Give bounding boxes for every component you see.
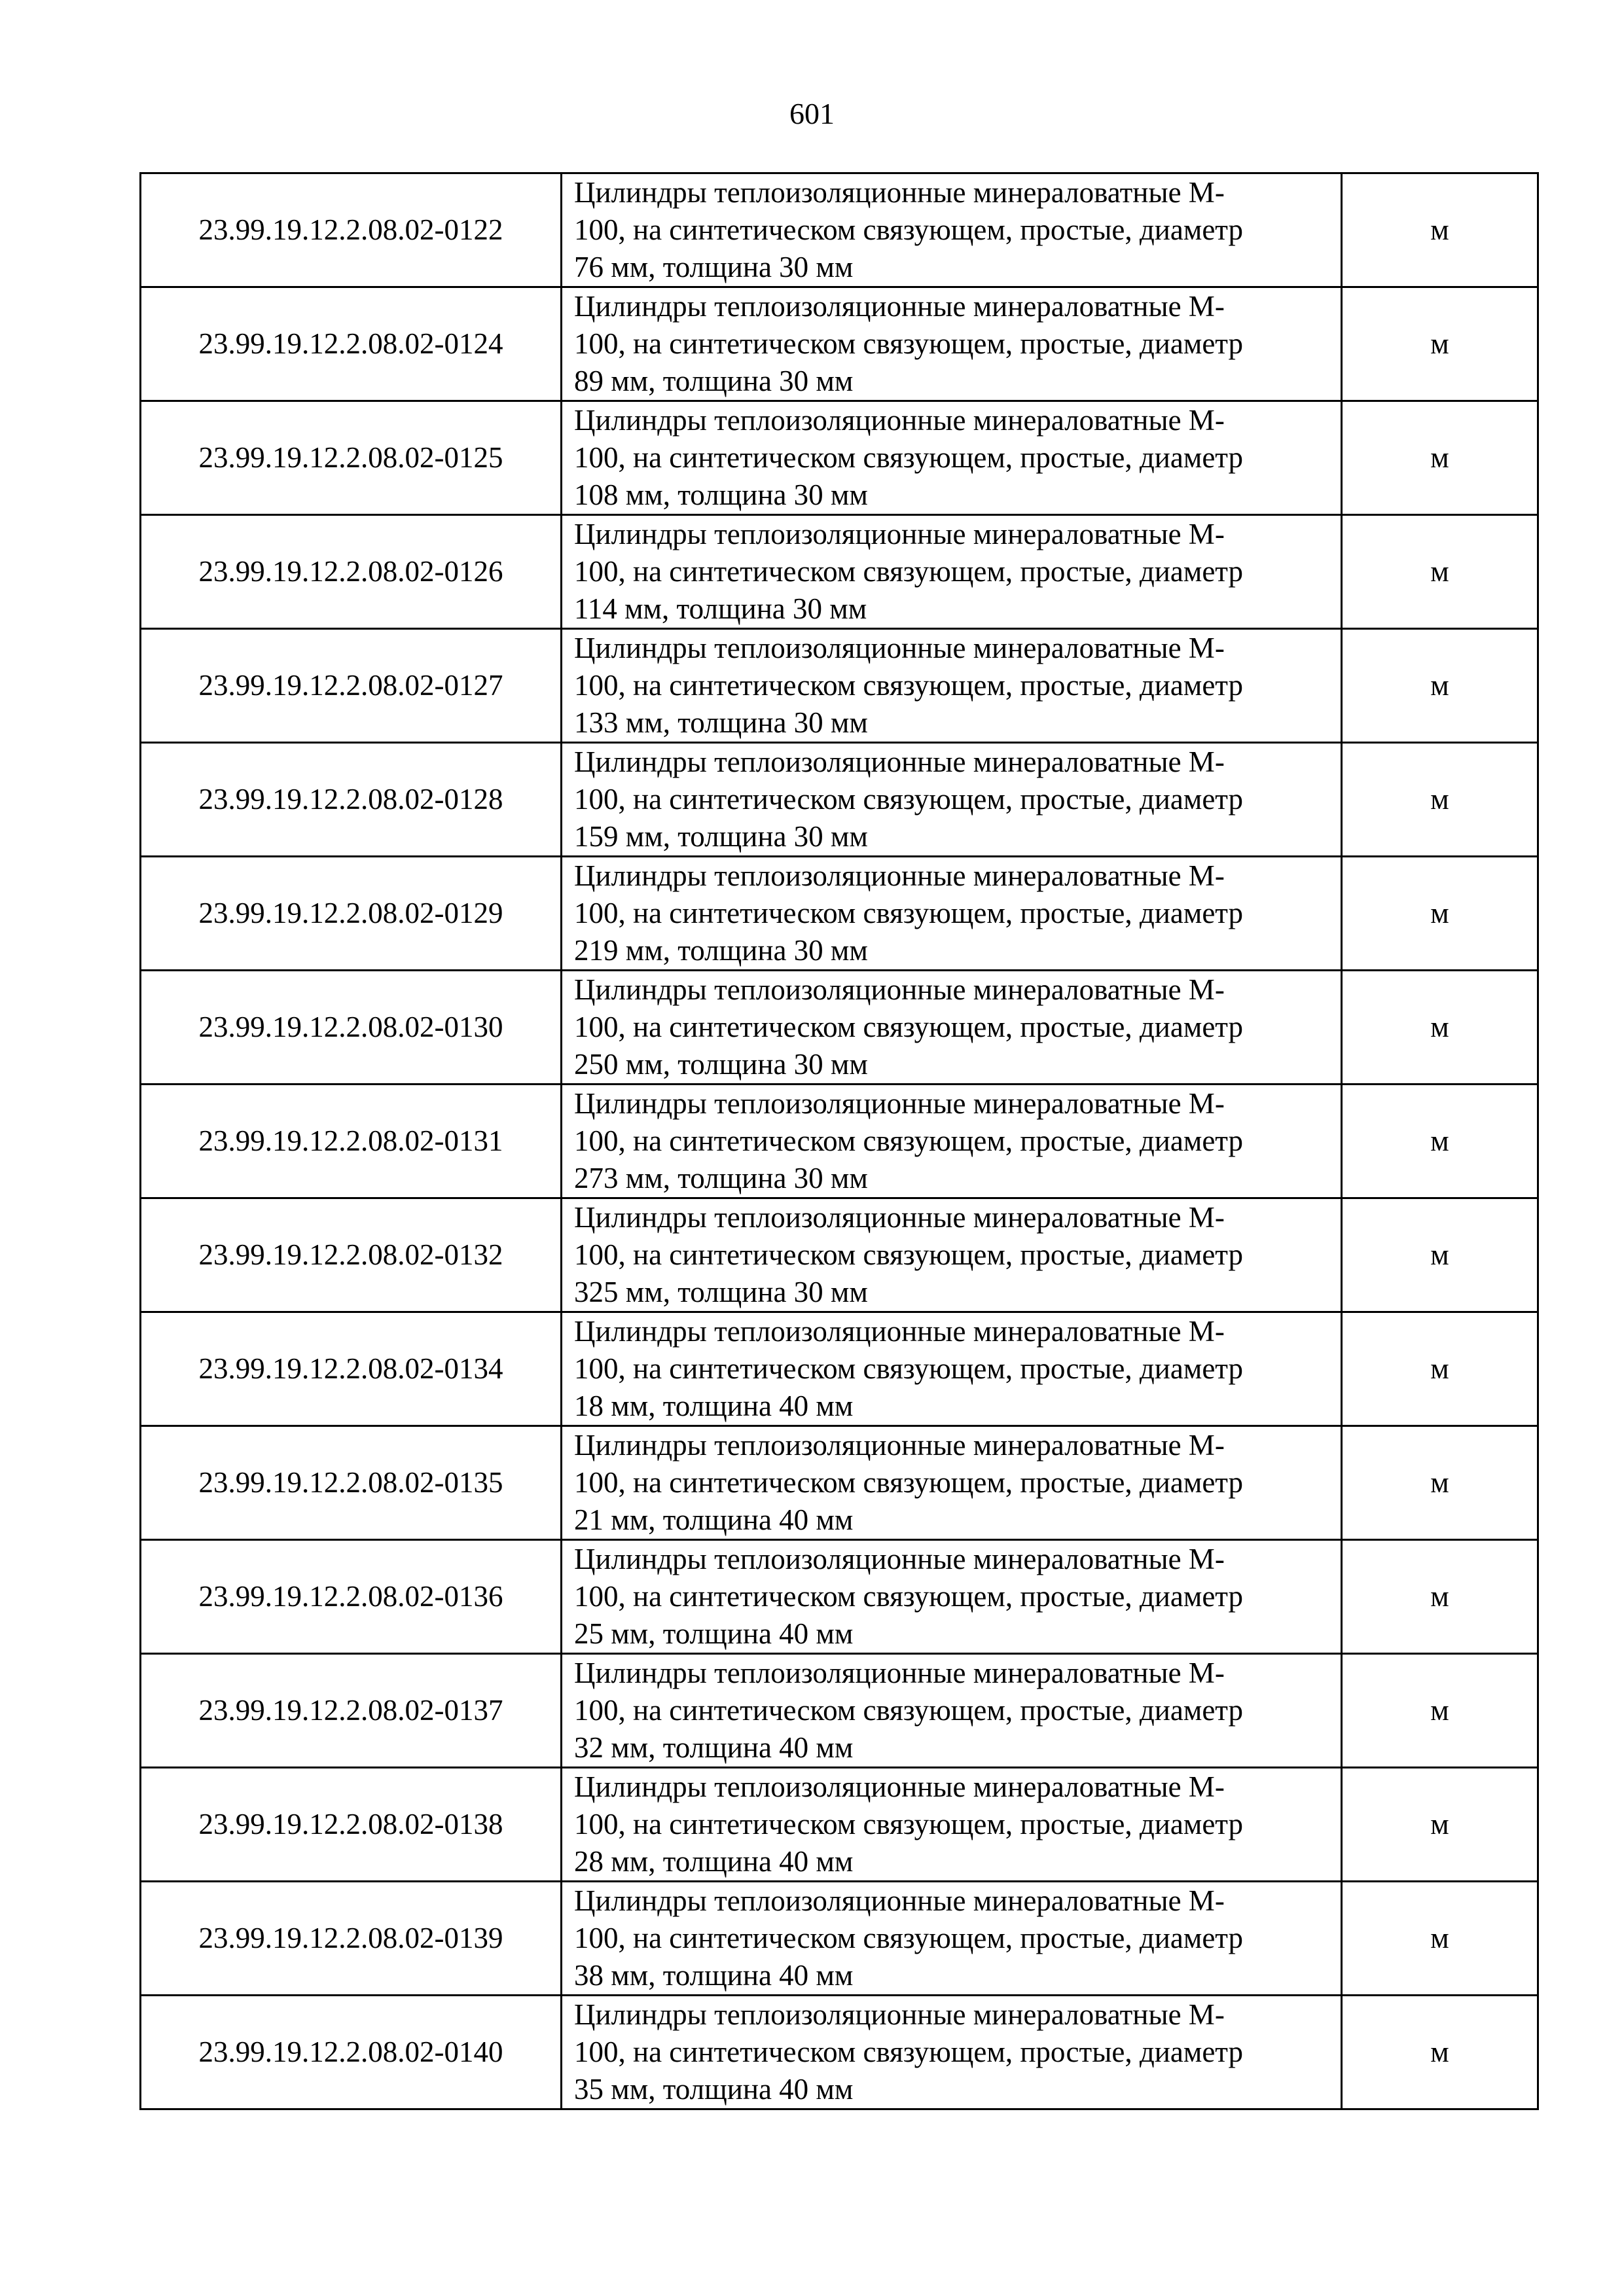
table-row: [141, 1882, 1538, 1996]
resource-code: 23.99.19.12.2.08.02-0135: [141, 1426, 562, 1540]
resource-name-line: Цилиндры теплоизоляционные минераловатные М-: [574, 1543, 1225, 1575]
unit-of-measure: м: [1342, 287, 1538, 401]
resource-code: 23.99.19.12.2.08.02-0130: [141, 971, 562, 1085]
resource-code: 23.99.19.12.2.08.02-0137: [141, 1654, 562, 1768]
resource-name: [562, 173, 1342, 287]
unit-of-measure: м: [1342, 1882, 1538, 1996]
resource-name-line: Цилиндры теплоизоляционные минераловатные М-: [574, 1315, 1225, 1348]
resource-code: 23.99.19.12.2.08.02-0127: [141, 629, 562, 743]
resource-name-line: 100, на синтетическом связующем, простые, диаметр: [574, 213, 1244, 246]
resource-name-line: 100, на синтетическом связующем, простые, диаметр: [574, 783, 1244, 816]
resource-name-line: 100, на синтетическом связующем, простые, диаметр: [574, 1922, 1244, 1954]
resource-name-line: Цилиндры теплоизоляционные минераловатные М-: [574, 632, 1225, 664]
resource-name-line: 108 мм, толщина 30 мм: [574, 478, 868, 511]
resource-name-line: 100, на синтетическом связующем, простые, диаметр: [574, 555, 1244, 588]
resource-name-line: 100, на синтетическом связующем, простые, диаметр: [574, 1011, 1244, 1043]
resource-name-line: 273 мм, толщина 30 мм: [574, 1162, 868, 1194]
resource-code: 23.99.19.12.2.08.02-0139: [141, 1882, 562, 1996]
resource-code: 23.99.19.12.2.08.02-0128: [141, 743, 562, 857]
resource-name-line: 100, на синтетическом связующем, простые, диаметр: [574, 1124, 1244, 1157]
resource-name-line: 25 мм, толщина 40 мм: [574, 1617, 854, 1650]
unit-of-measure: м: [1342, 1426, 1538, 1540]
resource-name-line: 100, на синтетическом связующем, простые, диаметр: [574, 1466, 1244, 1499]
resource-name-line: Цилиндры теплоизоляционные минераловатные М-: [574, 1087, 1225, 1120]
table-row: [141, 743, 1538, 857]
resource-name: [562, 743, 1342, 857]
resource-name: [562, 971, 1342, 1085]
unit-of-measure: м: [1342, 401, 1538, 515]
page-number: 601: [789, 97, 835, 130]
table-row: [141, 515, 1538, 629]
resource-name-line: Цилиндры теплоизоляционные минераловатные М-: [574, 859, 1225, 892]
resource-code: 23.99.19.12.2.08.02-0134: [141, 1312, 562, 1426]
resource-code: 23.99.19.12.2.08.02-0122: [141, 173, 562, 287]
table-row: [141, 1768, 1538, 1882]
resource-name: [562, 1085, 1342, 1198]
unit-of-measure: м: [1342, 1085, 1538, 1198]
resource-name-line: Цилиндры теплоизоляционные минераловатные М-: [574, 518, 1225, 550]
resource-name-line: 100, на синтетическом связующем, простые, диаметр: [574, 897, 1244, 929]
resource-name-line: Цилиндры теплоизоляционные минераловатные М-: [574, 1884, 1225, 1917]
table-row: [141, 629, 1538, 743]
resource-name-line: 38 мм, толщина 40 мм: [574, 1959, 854, 1992]
unit-of-measure: м: [1342, 1540, 1538, 1654]
resource-name-line: 35 мм, толщина 40 мм: [574, 2073, 854, 2106]
table-row: [141, 1996, 1538, 2109]
resource-name-line: Цилиндры теплоизоляционные минераловатные М-: [574, 1201, 1225, 1234]
resource-name-line: 28 мм, толщина 40 мм: [574, 1845, 854, 1878]
resource-name-line: 100, на синтетическом связующем, простые, диаметр: [574, 441, 1244, 474]
resource-name-line: 100, на синтетическом связующем, простые, диаметр: [574, 2036, 1244, 2068]
unit-of-measure: м: [1342, 1996, 1538, 2109]
resource-name-line: 100, на синтетическом связующем, простые, диаметр: [574, 1808, 1244, 1840]
unit-of-measure: м: [1342, 1198, 1538, 1312]
table-row: [141, 1540, 1538, 1654]
resource-code: 23.99.19.12.2.08.02-0125: [141, 401, 562, 515]
resource-name: [562, 401, 1342, 515]
unit-of-measure: м: [1342, 515, 1538, 629]
resource-name: [562, 515, 1342, 629]
table-body: [141, 173, 1538, 2109]
resource-name-line: Цилиндры теплоизоляционные минераловатные М-: [574, 290, 1225, 323]
resource-name-line: 250 мм, толщина 30 мм: [574, 1048, 868, 1081]
resource-code: 23.99.19.12.2.08.02-0124: [141, 287, 562, 401]
resource-name-line: 100, на синтетическом связующем, простые, диаметр: [574, 1352, 1244, 1385]
resource-code: 23.99.19.12.2.08.02-0136: [141, 1540, 562, 1654]
resource-name-line: 21 мм, толщина 40 мм: [574, 1503, 854, 1536]
resource-name-line: Цилиндры теплоизоляционные минераловатные М-: [574, 1998, 1225, 2031]
resource-name-line: Цилиндры теплоизоляционные минераловатные М-: [574, 1657, 1225, 1689]
resource-name-line: Цилиндры теплоизоляционные минераловатные М-: [574, 1770, 1225, 1803]
unit-of-measure: м: [1342, 743, 1538, 857]
table-row: [141, 1426, 1538, 1540]
resource-name: [562, 1198, 1342, 1312]
resource-name-line: 325 мм, толщина 30 мм: [574, 1276, 868, 1308]
unit-of-measure: м: [1342, 1768, 1538, 1882]
unit-of-measure: м: [1342, 173, 1538, 287]
resource-code: 23.99.19.12.2.08.02-0138: [141, 1768, 562, 1882]
table-row: [141, 971, 1538, 1085]
resource-name-line: 76 мм, толщина 30 мм: [574, 251, 854, 283]
resource-name: [562, 1768, 1342, 1882]
resource-code: 23.99.19.12.2.08.02-0131: [141, 1085, 562, 1198]
resource-name: [562, 1996, 1342, 2109]
resource-name-line: Цилиндры теплоизоляционные минераловатные М-: [574, 745, 1225, 778]
table-row: [141, 857, 1538, 971]
table-row: [141, 287, 1538, 401]
resource-name-line: 159 мм, толщина 30 мм: [574, 820, 868, 853]
unit-of-measure: м: [1342, 629, 1538, 743]
resource-name-line: 89 мм, толщина 30 мм: [574, 365, 854, 397]
resource-name: [562, 1654, 1342, 1768]
resource-name: [562, 1540, 1342, 1654]
resource-name: [562, 629, 1342, 743]
resource-code: 23.99.19.12.2.08.02-0140: [141, 1996, 562, 2109]
resource-name: [562, 857, 1342, 971]
table-row: [141, 401, 1538, 515]
table-row: [141, 1198, 1538, 1312]
resource-name-line: 18 мм, толщина 40 мм: [574, 1390, 854, 1422]
table-row: [141, 1085, 1538, 1198]
unit-of-measure: м: [1342, 1312, 1538, 1426]
unit-of-measure: м: [1342, 1654, 1538, 1768]
resource-name-line: Цилиндры теплоизоляционные минераловатные М-: [574, 1429, 1225, 1462]
resource-code: 23.99.19.12.2.08.02-0129: [141, 857, 562, 971]
resource-name-line: 32 мм, толщина 40 мм: [574, 1731, 854, 1764]
unit-of-measure: м: [1342, 857, 1538, 971]
resource-name-line: 100, на синтетическом связующем, простые, диаметр: [574, 327, 1244, 360]
table-row: [141, 1654, 1538, 1768]
resource-name-line: 100, на синтетическом связующем, простые, диаметр: [574, 1694, 1244, 1727]
resource-name-line: 100, на синтетическом связующем, простые, диаметр: [574, 1580, 1244, 1613]
resource-name-line: 219 мм, толщина 30 мм: [574, 934, 868, 967]
resource-name-line: 133 мм, толщина 30 мм: [574, 706, 868, 739]
resource-name: [562, 1882, 1342, 1996]
resource-name-line: Цилиндры теплоизоляционные минераловатные М-: [574, 973, 1225, 1006]
unit-of-measure: м: [1342, 971, 1538, 1085]
table-row: [141, 1312, 1538, 1426]
resource-name-line: Цилиндры теплоизоляционные минераловатные М-: [574, 404, 1225, 437]
resource-name-line: 100, на синтетическом связующем, простые, диаметр: [574, 669, 1244, 702]
materials-table: [139, 172, 1539, 2110]
resource-name-line: 100, на синтетическом связующем, простые, диаметр: [574, 1238, 1244, 1271]
resource-code: 23.99.19.12.2.08.02-0132: [141, 1198, 562, 1312]
resource-name: [562, 1312, 1342, 1426]
resource-name-line: Цилиндры теплоизоляционные минераловатные М-: [574, 176, 1225, 209]
resource-code: 23.99.19.12.2.08.02-0126: [141, 515, 562, 629]
resource-name: [562, 287, 1342, 401]
table-row: [141, 173, 1538, 287]
resource-name-line: 114 мм, толщина 30 мм: [574, 592, 867, 625]
resource-name: [562, 1426, 1342, 1540]
